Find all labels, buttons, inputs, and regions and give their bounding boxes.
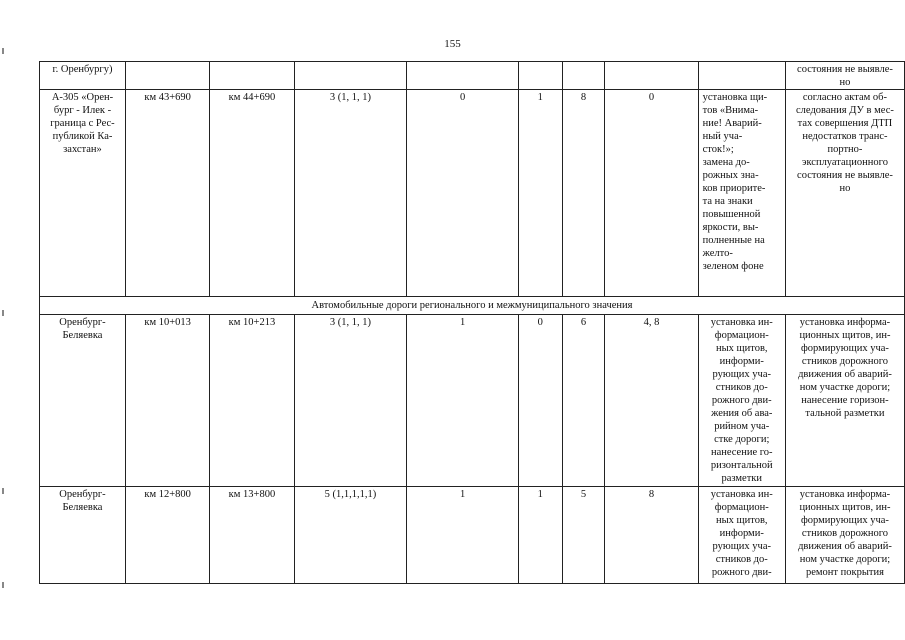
- injured-cell: [518, 62, 562, 90]
- killed-cell: 1: [407, 487, 518, 584]
- scan-edge-mark: [2, 582, 4, 588]
- km-to-cell: км 44+690: [210, 90, 294, 297]
- result-cell: установка информа- ционных щитов, ин- формирующих уча- стников дорожного движения об аварий- ном участке дороги; нанесение горизон- тальной разметки: [785, 315, 904, 487]
- result-cell: состояния не выявле- но: [785, 62, 904, 90]
- injured-total-cell: 6: [562, 315, 605, 487]
- accidents-cell: [294, 62, 407, 90]
- injured-cell: 1: [518, 487, 562, 584]
- result-cell: установка информа- ционных щитов, ин- формирующих уча- стников дорожного движения об аварий- ном участке дороги; ремонт покрытия: [785, 487, 904, 584]
- km-from-cell: [125, 62, 209, 90]
- killed-cell: 1: [407, 315, 518, 487]
- accidents-cell: 3 (1, 1, 1): [294, 90, 407, 297]
- section-header-row: [40, 297, 905, 315]
- deficiency-codes-cell: [605, 62, 698, 90]
- killed-cell: 0: [407, 90, 518, 297]
- km-to-cell: км 10+213: [210, 315, 294, 487]
- deficiency-codes-cell: 0: [605, 90, 698, 297]
- table-row: [40, 62, 905, 90]
- result-cell: согласно актам об- следования ДУ в мес- тах совершения ДТП недостатков транс- портно- эксплуатационного состояния не выявле- но: [785, 90, 904, 297]
- road-name-cell: Оренбург- Беляевка: [40, 487, 126, 584]
- accidents-cell: 5 (1,1,1,1,1): [294, 487, 407, 584]
- road-name-cell: г. Оренбургу): [40, 62, 126, 90]
- table-row: [40, 315, 905, 487]
- killed-cell: [407, 62, 518, 90]
- injured-total-cell: [562, 62, 605, 90]
- deficiency-codes-cell: 8: [605, 487, 698, 584]
- injured-cell: 1: [518, 90, 562, 297]
- measures-cell: [698, 62, 785, 90]
- km-from-cell: км 10+013: [125, 315, 209, 487]
- km-to-cell: км 13+800: [210, 487, 294, 584]
- page-number: 155: [444, 38, 461, 50]
- accidents-cell: 3 (1, 1, 1): [294, 315, 407, 487]
- measures-cell: установка ин- формацион- ных щитов, информи- рующих уча- стников до- рожного дви-: [698, 487, 785, 584]
- scan-edge-mark: [2, 310, 4, 316]
- km-from-cell: км 12+800: [125, 487, 209, 584]
- measures-cell: установка ин- формацион- ных щитов, информи- рующих уча- стников до- рожного дви- жения об ава- рийном уча- стке дороги; нанесение го- ризонтальной разметки: [698, 315, 785, 487]
- measures-cell: установка щи- тов «Внима- ние! Аварий- ный уча- сток!»; замена до- рожных зна- ков приорите- та на знаки повышенной яркости, вы- полненные на желто- зеленом фоне: [698, 90, 785, 297]
- road-name-cell: Оренбург- Беляевка: [40, 315, 126, 487]
- table-row: [40, 90, 905, 297]
- km-to-cell: [210, 62, 294, 90]
- scan-edge-mark: [2, 488, 4, 494]
- section-title: Автомобильные дороги регионального и межмуниципального значения: [40, 297, 905, 315]
- injured-total-cell: 5: [562, 487, 605, 584]
- scan-edge-mark: [2, 48, 4, 54]
- injured-total-cell: 8: [562, 90, 605, 297]
- injured-cell: 0: [518, 315, 562, 487]
- accident-sections-table: [39, 61, 905, 584]
- road-name-cell: А-305 «Орен- бург - Илек - граница с Рес- публикой Ка- захстан»: [40, 90, 126, 297]
- deficiency-codes-cell: 4, 8: [605, 315, 698, 487]
- km-from-cell: км 43+690: [125, 90, 209, 297]
- table-row: [40, 487, 905, 584]
